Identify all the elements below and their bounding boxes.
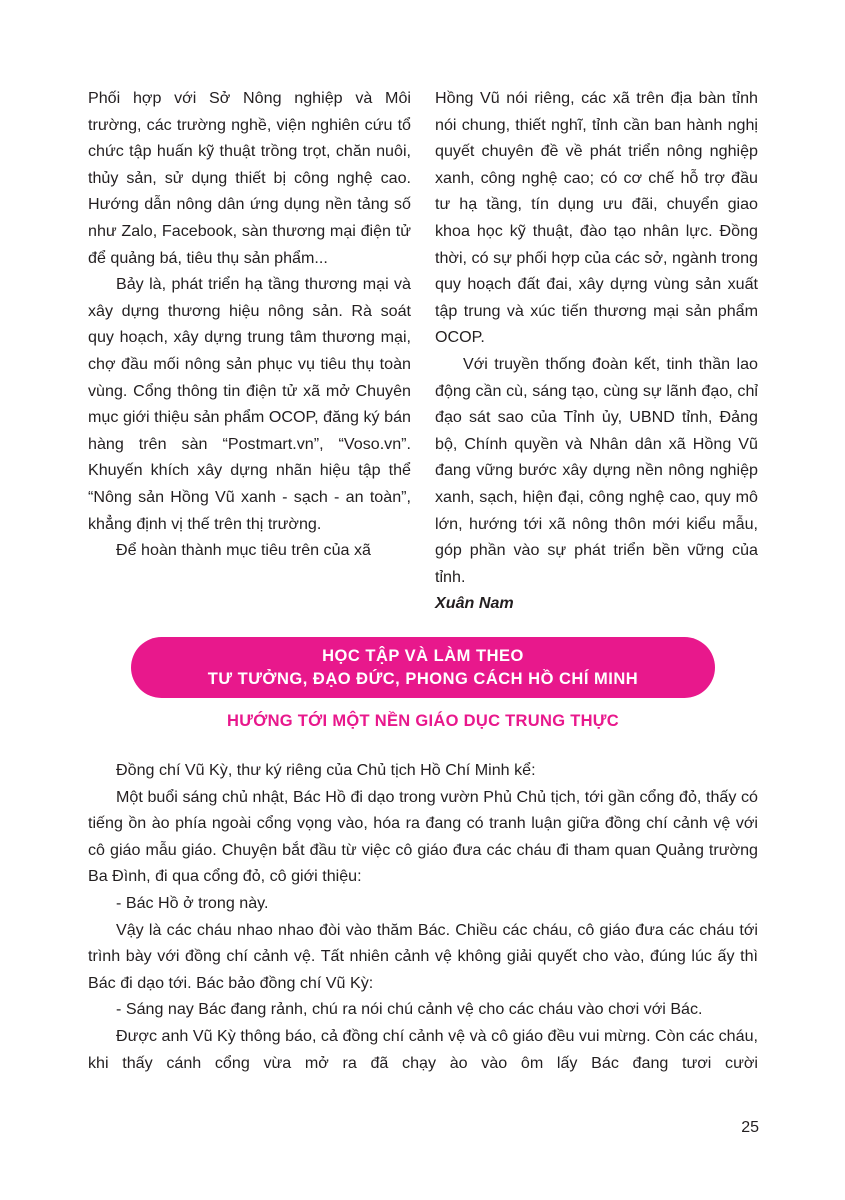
left-paragraph-3: Để hoàn thành mục tiêu trên của xã — [116, 541, 371, 560]
author-signature: Xuân Nam — [435, 594, 514, 613]
article-title: HƯỚNG TỚI MỘT NỀN GIÁO DỤC TRUNG THỰC — [226, 712, 620, 730]
left-paragraph-1: Phối hợp với Sở Nông nghiệp và Môi trường, các trường nghề, viện nghiên cứu tổ chức tập huấn kỹ thuật trồng trọt, chăn nuôi, thủy sản, sử dụng thiết bị công nghệ cao. Hướng dẫn nông dân ứng dụng nền tảng số như Zalo, Facebook, sàn thương mại điện tử để quảng bá, tiêu thụ sản phẩm... — [88, 89, 411, 267]
right-column — [435, 85, 758, 617]
article-paragraph: - Bác Hồ ở trong này. — [116, 893, 269, 912]
left-paragraph-2: Bảy là, phát triển hạ tầng thương mại và xây dựng thương hiệu nông sản. Rà soát quy hoạch, xây dựng trung tâm thương mại, chợ đầu mối nông sản phục vụ tiêu thụ toàn vùng. Cổng thông tin điện tử xã mở Chuyên mục giới thiệu sản phẩm OCOP, đăng ký bán hàng trên sàn “Postmart.vn”, “Voso.vn”. Khuyến khích xây dựng nhãn hiệu tập thể “Nông sản Hồng Vũ xanh - sạch - an toàn”, khẳng định vị thế trên thị trường. — [88, 275, 411, 533]
page-number: 25 — [741, 1119, 759, 1136]
article-paragraph: Đồng chí Vũ Kỳ, thư ký riêng của Chủ tịch Hồ Chí Minh kể: — [116, 761, 536, 779]
banner-line-2: TƯ TƯỞNG, ĐẠO ĐỨC, PHONG CÁCH HỒ CHÍ MINH — [207, 669, 639, 688]
two-column-section — [88, 85, 758, 617]
article-paragraph: Được anh Vũ Kỳ thông báo, cả đồng chí cảnh vệ và cô giáo đều vui mừng. Còn các cháu, khi thấy cánh cổng vừa mở ra đã chạy ào vào ôm lấy Bác đang tươi cười — [88, 1026, 758, 1072]
right-paragraph-2: Với truyền thống đoàn kết, tinh thần lao động cần cù, sáng tạo, cùng sự lãnh đạo, chỉ đạo sát sao của Tỉnh ủy, UBND tỉnh, Đảng bộ, Chính quyền và Nhân dân xã Hồng Vũ đang vững bước xây dựng nền nông nghiệp xanh, sạch, hiện đại, công nghệ cao, quy mô lớn, hướng tới xã nông thôn mới kiểu mẫu, góp phần vào sự phát triển bền vững của tỉnh. — [435, 354, 758, 586]
right-paragraph-1: Hồng Vũ nói riêng, các xã trên địa bàn tỉnh nói chung, thiết nghĩ, tỉnh cần ban hành nghị quyết chuyên đề về phát triển nông nghiệp xanh, công nghệ cao; có cơ chế hỗ trợ đầu tư hạ tầng, tín dụng ưu đãi, chuyển giao khoa học kỹ thuật, đào tạo nhân lực. Đồng thời, có sự phối hợp của các sở, ngành trong quy hoạch đất đai, xây dựng vùng sản xuất tập trung và xúc tiến thương mại sản phẩm OCOP. — [435, 89, 758, 347]
article-paragraph: Vậy là các cháu nhao nhao đòi vào thăm Bác. Chiều các cháu, cô giáo đưa các cháu tới trình bày với đồng chí cảnh vệ. Tất nhiên cảnh vệ không giải quyết cho vào, đúng lúc ấy thì Bác đi dạo tới. Bác bảo đồng chí Vũ Kỳ: — [88, 920, 758, 992]
section-banner — [131, 637, 715, 698]
article-paragraph: Một buổi sáng chủ nhật, Bác Hồ đi dạo trong vườn Phủ Chủ tịch, tới gần cổng đỏ, thấy có tiếng ồn ào phía ngoài cổng vọng vào, hóa ra đang có tranh luận giữa đồng chí cảnh vệ với cô giáo mẫu giáo. Chuyện bắt đầu từ việc cô giáo đưa các cháu đi tham quan Quảng trường Ba Đình, đi qua cổng đỏ, cô giới thiệu: — [88, 787, 758, 886]
article-paragraph: - Sáng nay Bác đang rảnh, chú ra nói chú cảnh vệ cho các cháu vào chơi với Bác. — [116, 1000, 703, 1019]
article-body — [88, 757, 758, 1076]
left-column — [88, 85, 411, 617]
banner-line-1: HỌC TẬP VÀ LÀM THEO — [322, 646, 524, 665]
